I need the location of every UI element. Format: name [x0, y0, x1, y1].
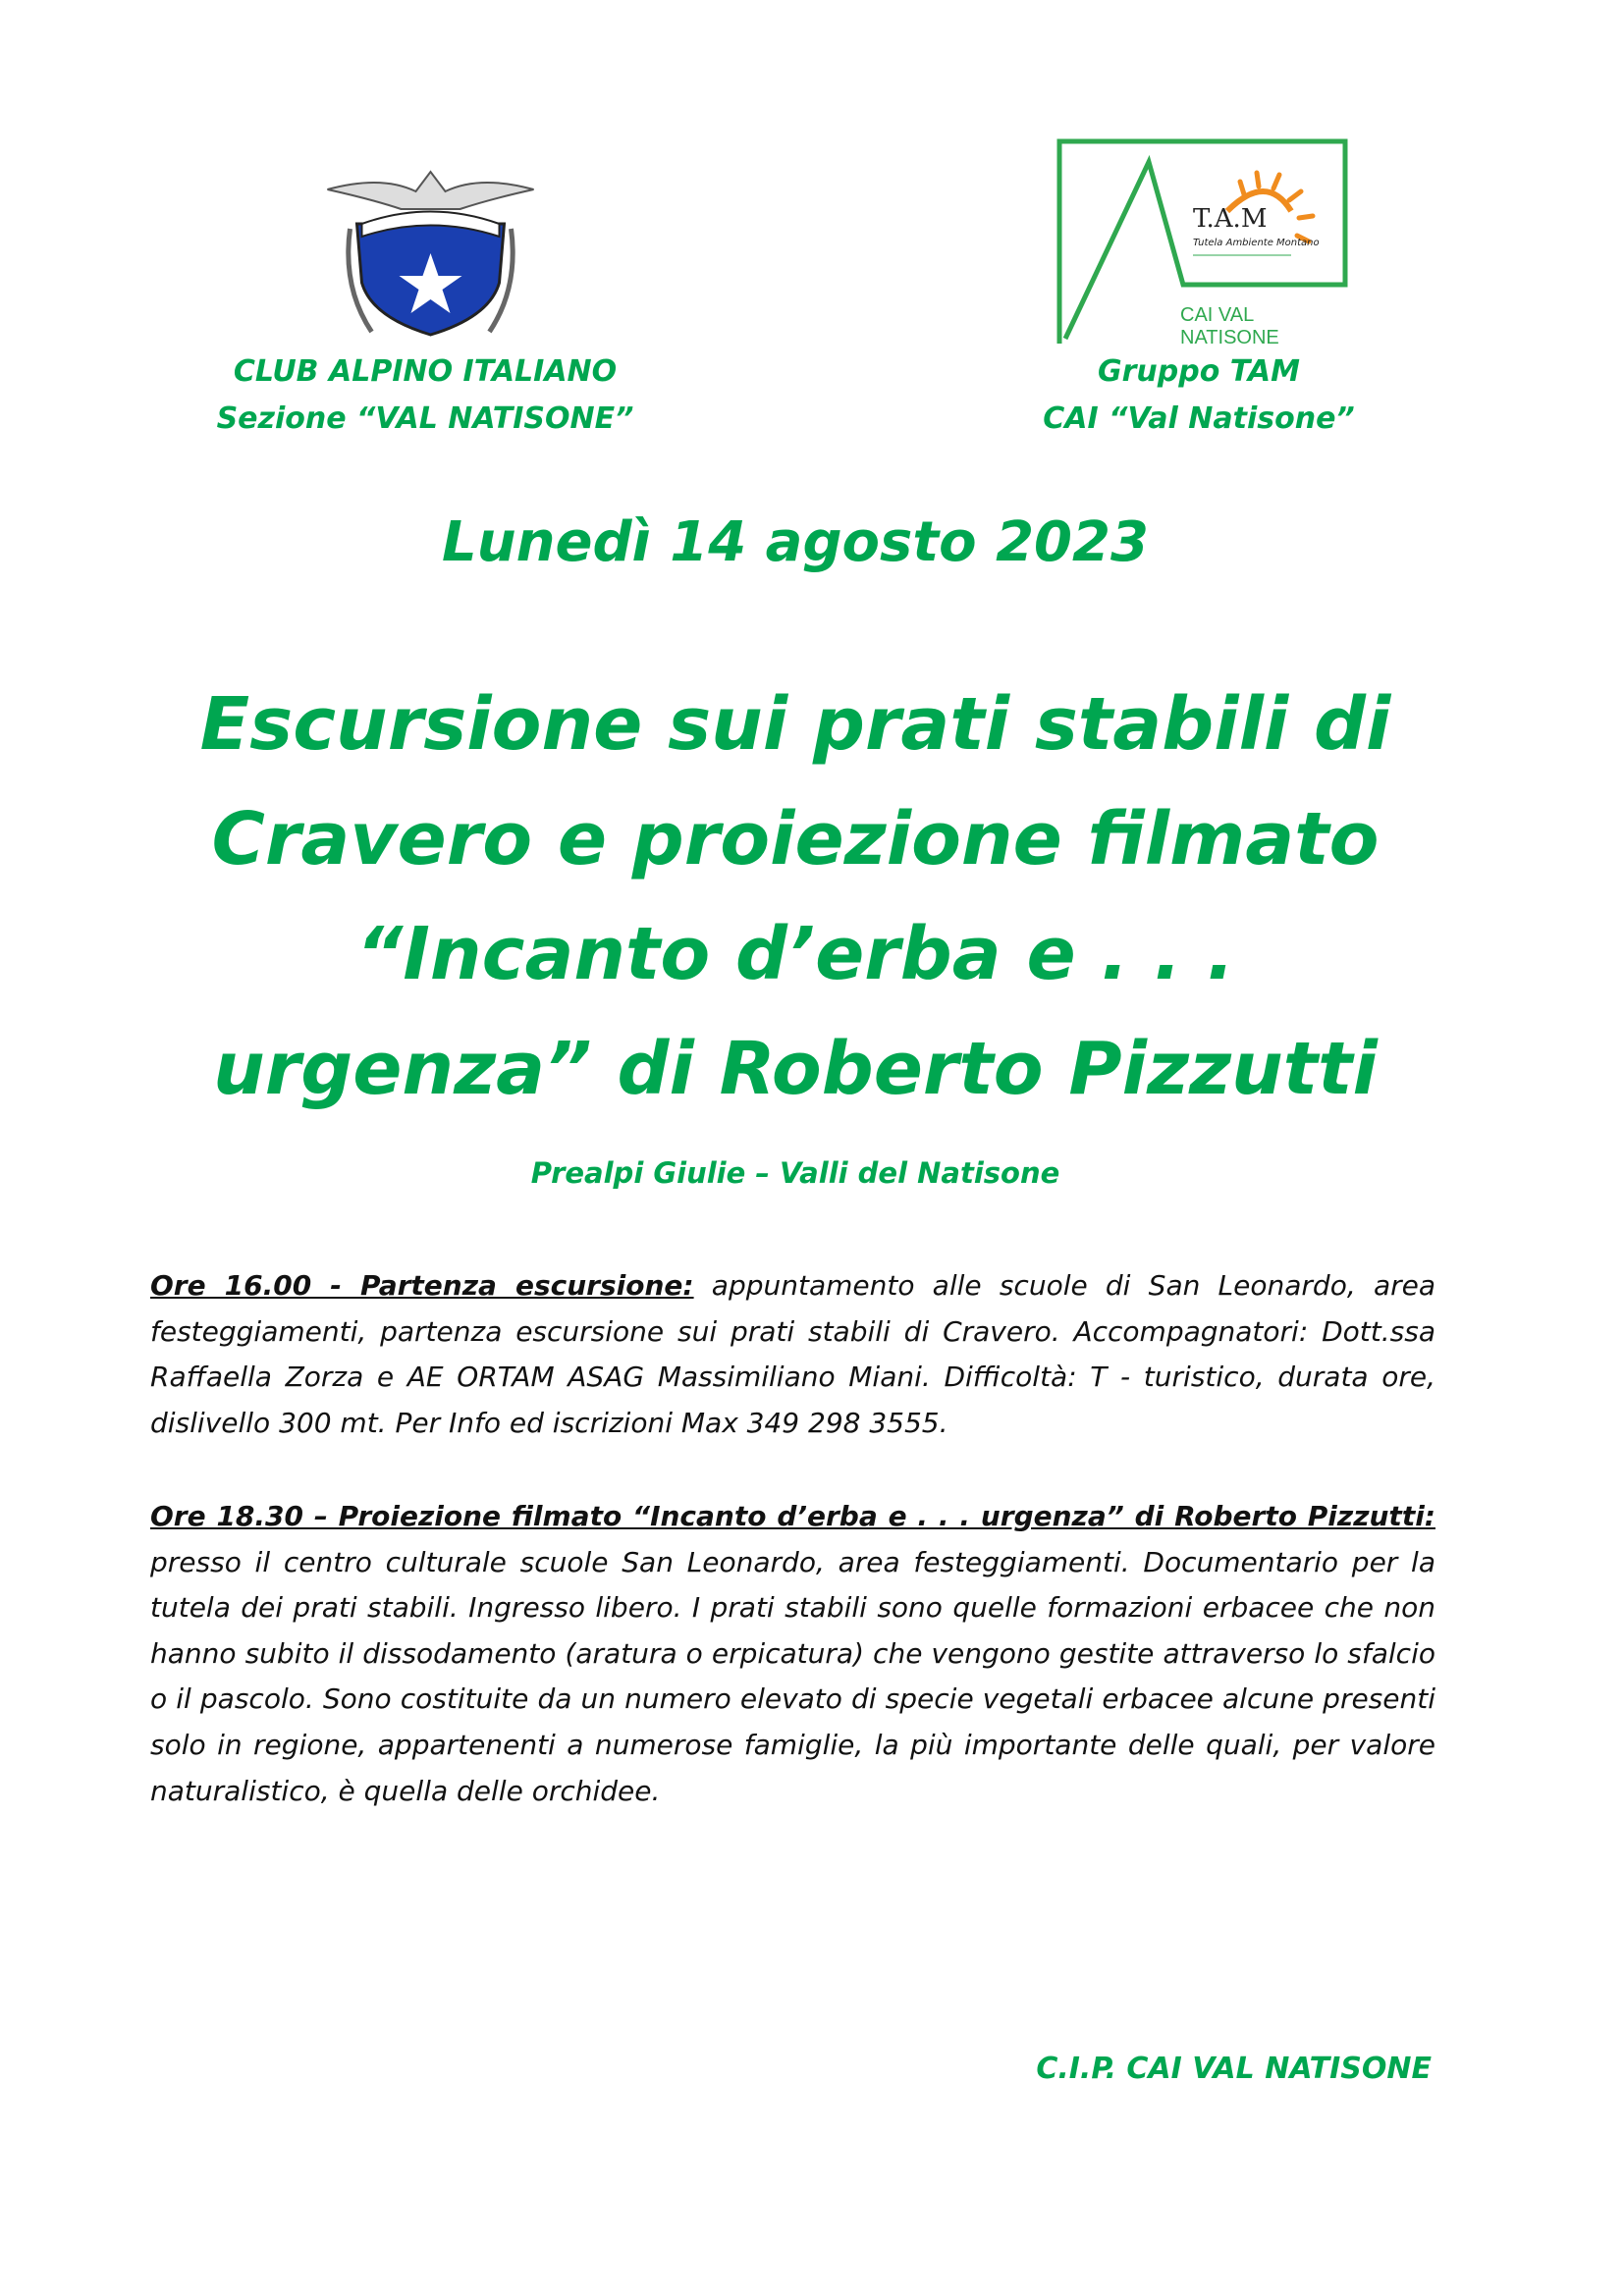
- event-date: Lunedì 14 agosto 2023: [442, 510, 1149, 574]
- cai-section: Sezione “VAL NATISONE”: [216, 401, 634, 436]
- tam-logo-title: T.A.M: [1193, 204, 1268, 234]
- tam-logo-subtitle: Tutela Ambiente Montano: [1193, 238, 1320, 248]
- paragraph-text: appuntamento alle scuole di San Leonardo, area festeggiamenti, partenza escursione sui prati stabili di Cravero. Accompagnatori: Dott.ssa Raffaella Zorza e AE ORTAM ASAG Massimiliano Miani. Difficoltà: T - turistico, durata ore, dislivello 300 mt. Per Info ed iscrizioni Max 349 298 3555.: [150, 1269, 1436, 1439]
- paragraph-lead: Ore 18.30 – Proiezione filmato “Incanto d’erba e . . . urgenza” di Roberto Pizzutti:: [150, 1500, 1435, 1532]
- cai-section-header: [177, 348, 674, 443]
- event-title: [147, 667, 1443, 1127]
- title-line: “Incanto d’erba e . . .: [355, 912, 1235, 996]
- tam-logo-caption: CAI VAL NATISONE: [1180, 304, 1279, 348]
- title-line: Cravero e proiezione filmato: [211, 797, 1380, 881]
- paragraph-screening: [150, 1494, 1435, 1814]
- tam-group-header: [982, 348, 1416, 443]
- tam-logo: [1056, 137, 1350, 348]
- paragraph-lead: Ore 16.00 - Partenza escursione:: [150, 1269, 694, 1302]
- paragraph-excursion: [150, 1263, 1435, 1446]
- footer-signature: C.I.P. CAI VAL NATISONE: [1036, 2052, 1432, 2086]
- title-line: urgenza” di Roberto Pizzutti: [213, 1027, 1378, 1111]
- event-location: Prealpi Giulie – Valli del Natisone: [530, 1156, 1060, 1190]
- cai-name: CLUB ALPINO ITALIANO: [233, 354, 618, 389]
- tam-group-section: CAI “Val Natisone”: [1043, 401, 1355, 436]
- tam-group-name: Gruppo TAM: [1098, 354, 1300, 389]
- title-line: Escursione sui prati stabili di: [199, 682, 1391, 767]
- paragraph-text: presso il centro culturale scuole San Leonardo, area festeggiamenti. Documentario per la tutela dei prati stabili. Ingresso libero. I prati stabili sono quelle formazioni erbacee che non hanno subito il dissodamento (aratura o erpicatura) che vengono gestite attraverso lo sfalcio o il pascolo. Sono costituite da un numero elevato di specie vegetali erbacee alcune presenti solo in regione, appartenenti a numerose famiglie, la più importante delle quali, per valore naturalistico, è quella delle orchidee.: [150, 1545, 1435, 1807]
- cai-logo: [322, 170, 539, 347]
